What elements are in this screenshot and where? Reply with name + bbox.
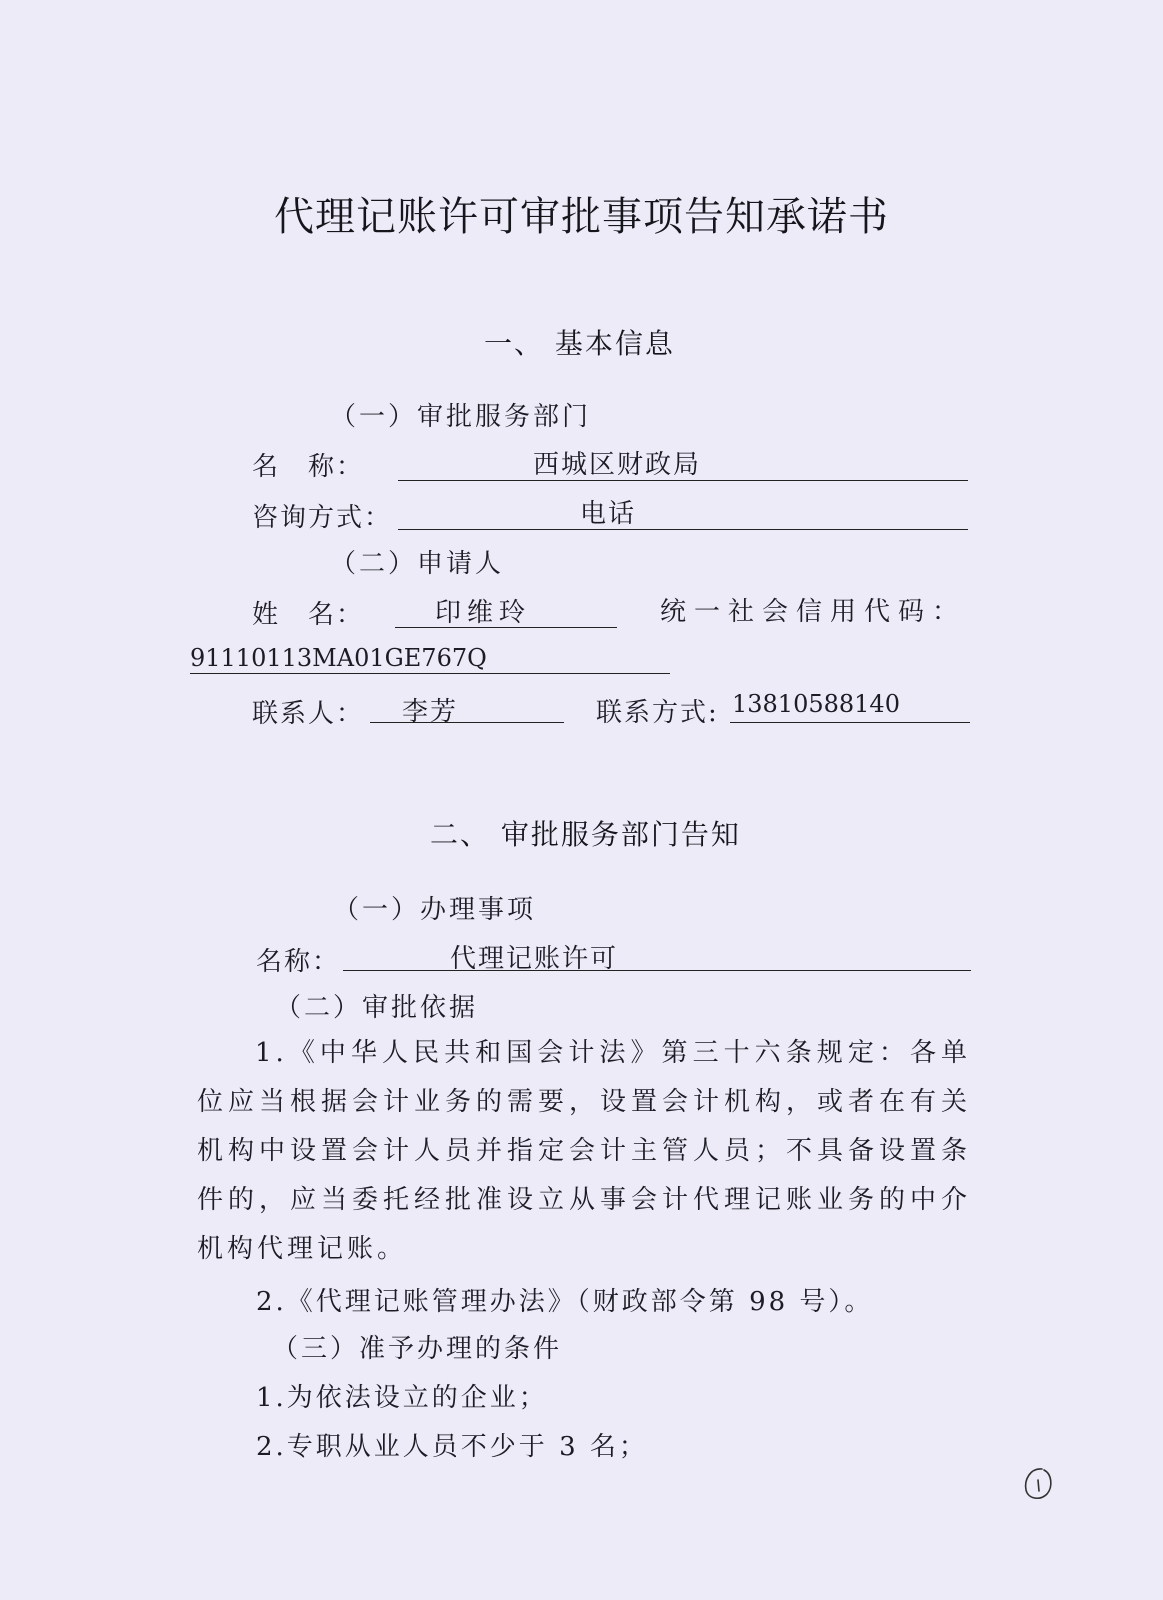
dept-contact-underline bbox=[398, 529, 968, 530]
contact-person-label: 联系人： bbox=[252, 699, 365, 729]
item-name-label: 名称： bbox=[256, 947, 341, 977]
contact-person-value: 李芳 bbox=[402, 697, 459, 727]
basis-heading: （二）审批依据 bbox=[275, 993, 479, 1023]
section2-heading: 二、 审批服务部门告知 bbox=[430, 818, 741, 851]
dept-heading: （一）审批服务部门 bbox=[330, 402, 592, 432]
dept-name-label: 名 称： bbox=[252, 452, 365, 482]
credit-code-underline bbox=[190, 673, 670, 674]
dept-name-value: 西城区财政局 bbox=[533, 450, 702, 480]
contact-phone-value: 13810588140 bbox=[732, 690, 900, 718]
basis-paragraph-2: 2.《代理记账管理办法》（财政部令第 98 号）。 bbox=[256, 1287, 874, 1317]
applicant-name-label: 姓 名： bbox=[252, 600, 365, 630]
condition-1: 1.为依法设立的企业； bbox=[256, 1383, 548, 1413]
contact-phone-label: 联系方式: bbox=[596, 698, 719, 728]
dept-contact-value: 电话 bbox=[580, 499, 637, 529]
applicant-name-value: 印维玲 bbox=[435, 598, 532, 628]
credit-code-label: 统一社会信用代码： bbox=[660, 597, 967, 627]
page-number-mark bbox=[1022, 1466, 1054, 1502]
credit-code-value: 91110113MA01GE767Q bbox=[190, 644, 487, 672]
condition-2: 2.专职从业人员不少于 3 名； bbox=[256, 1432, 648, 1462]
document-title: 代理记账许可审批事项告知承诺书 bbox=[274, 194, 889, 240]
section1-heading: 一、 基本信息 bbox=[484, 327, 675, 360]
applicant-heading: （二）申请人 bbox=[330, 549, 505, 579]
item-heading: （一）办理事项 bbox=[333, 895, 537, 925]
contact-phone-underline bbox=[730, 722, 970, 723]
contact-person-underline bbox=[370, 722, 564, 723]
dept-contact-label: 咨询方式： bbox=[252, 503, 393, 533]
item-name-value: 代理记账许可 bbox=[450, 944, 619, 974]
conditions-heading: （三）准予办理的条件 bbox=[272, 1334, 563, 1364]
basis-paragraph-1: 1.《中华人民共和国会计法》第三十六条规定：各单位应当根据会计业务的需要，设置会计机构，或者在有关机构中设置会计人员并指定会计主管人员；不具备设置条件的，应当委托经批准设立从事会计代理记账业务的中介机构代理记账。 bbox=[197, 1038, 971, 1264]
item-name-underline bbox=[343, 970, 971, 971]
